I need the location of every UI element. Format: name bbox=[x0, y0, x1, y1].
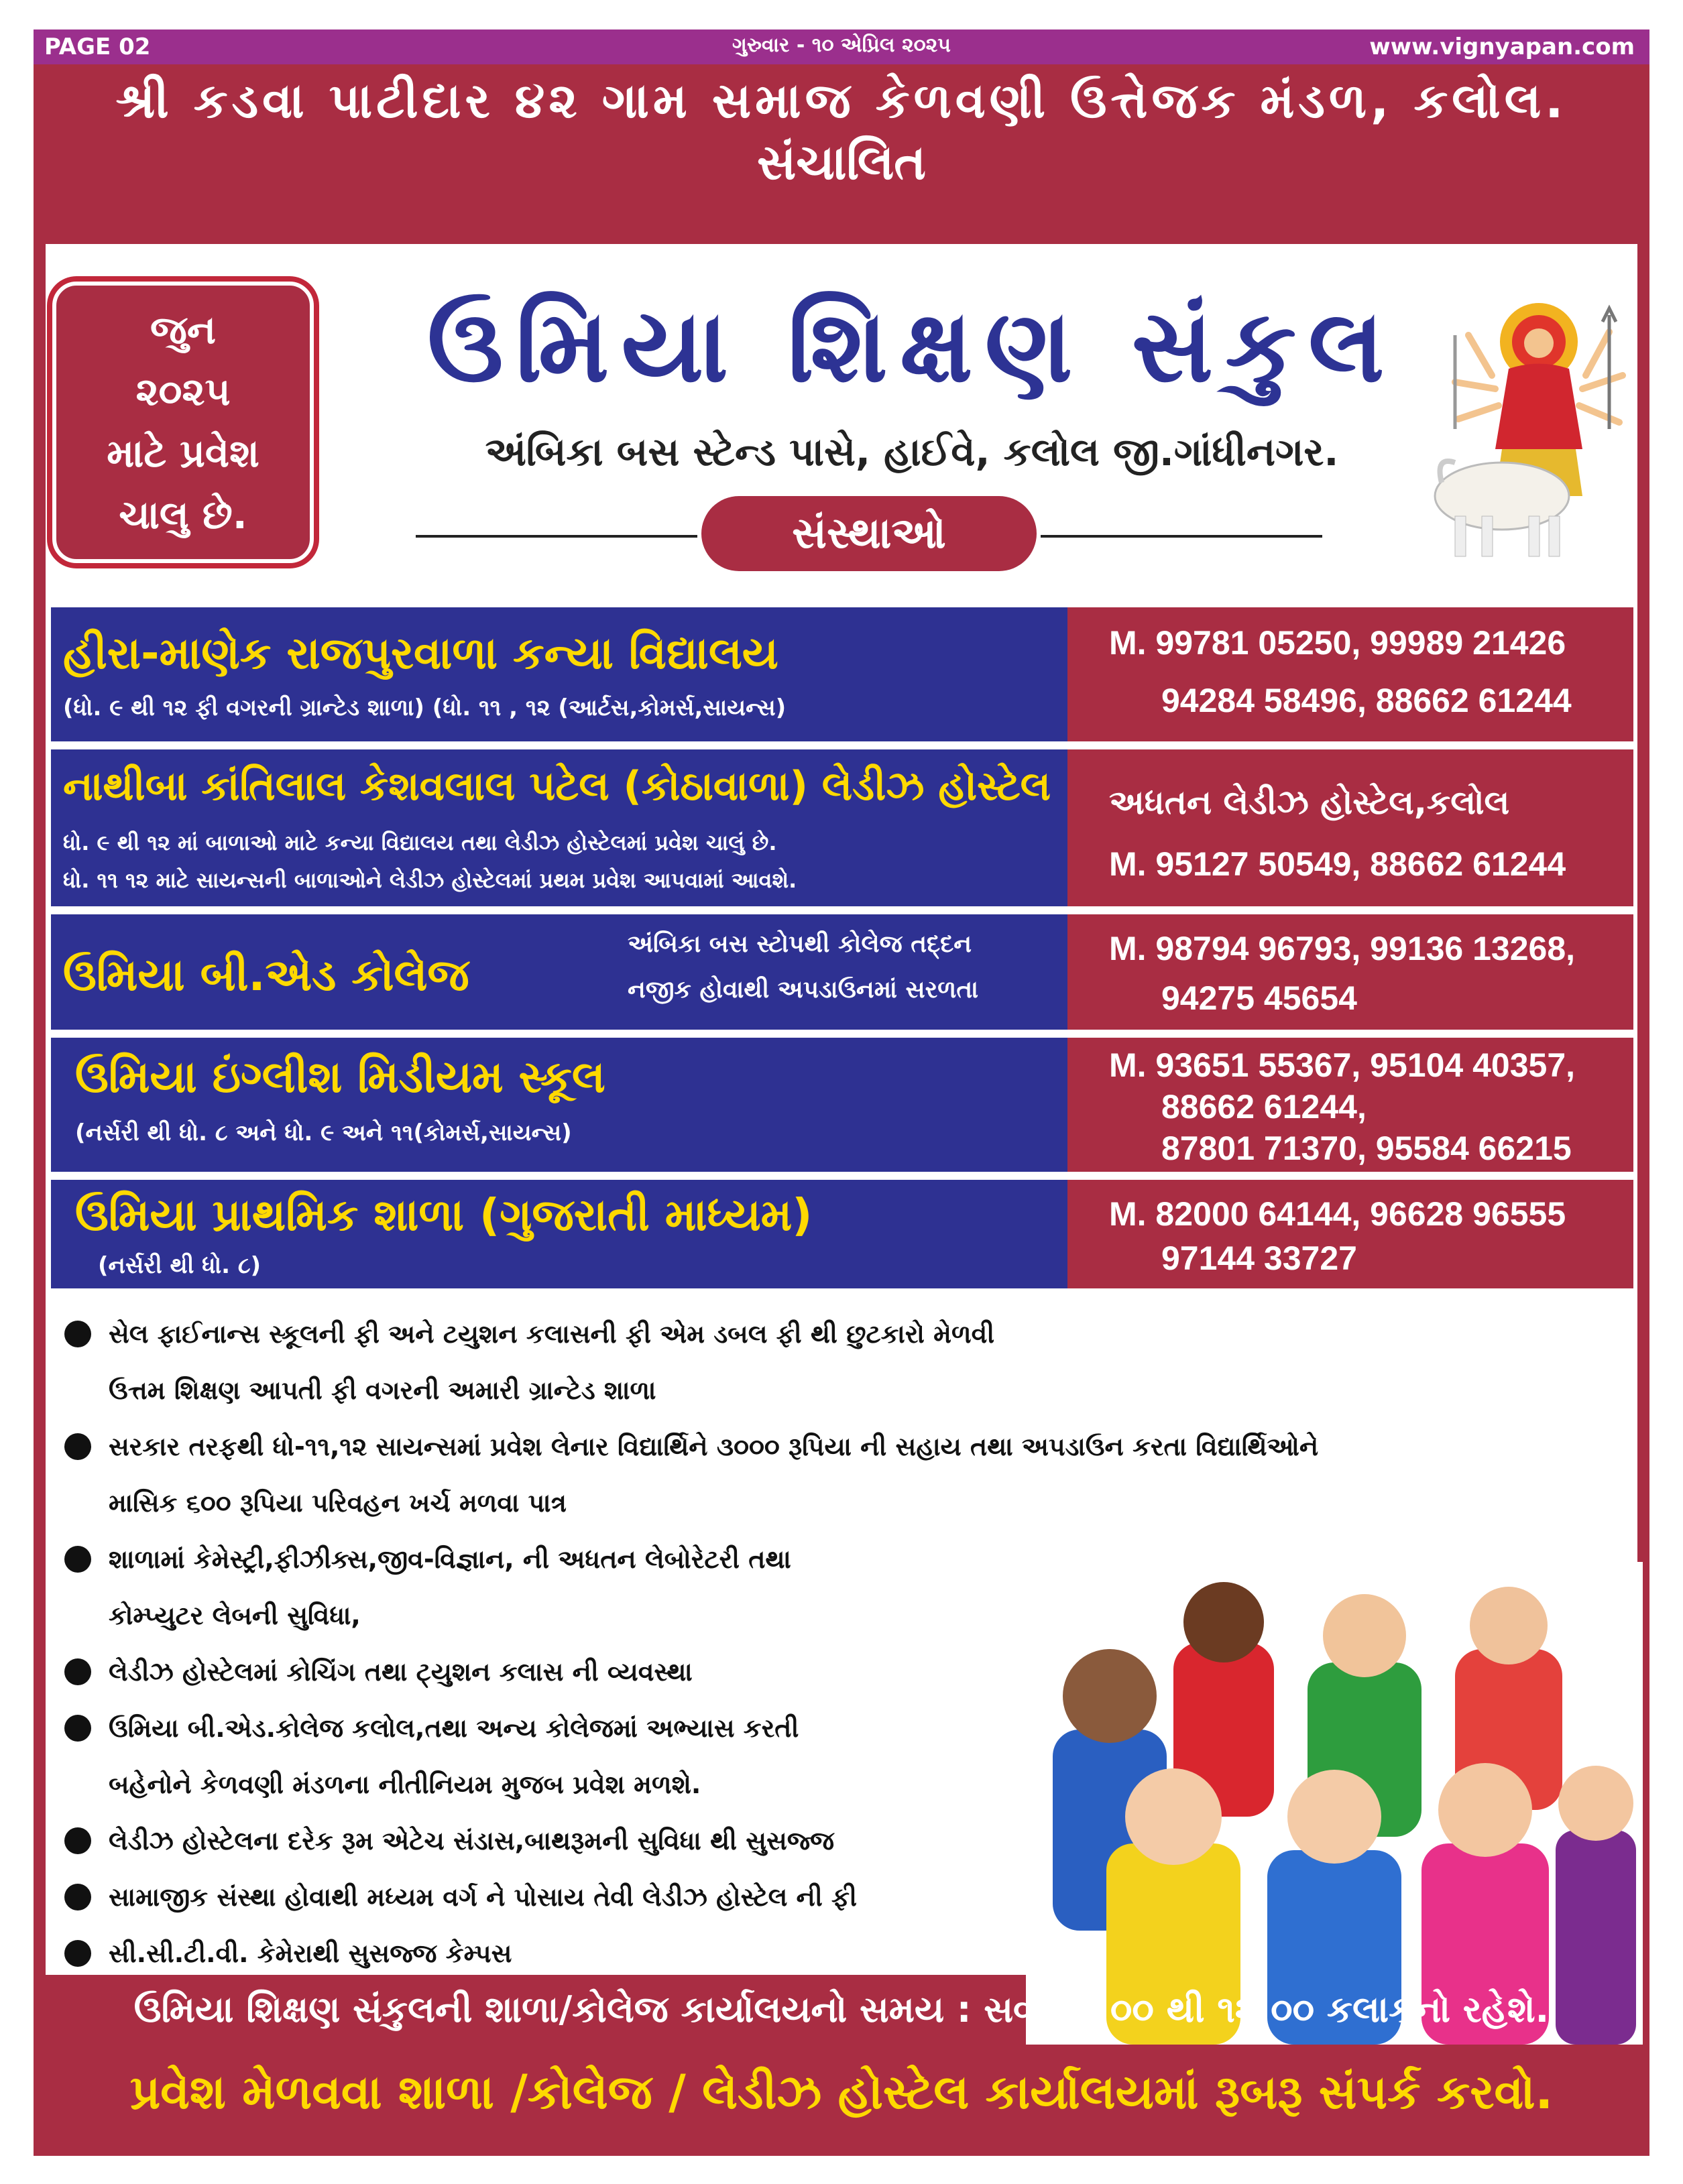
admission-open-badge bbox=[52, 282, 314, 563]
badge-line-3: માટે પ્રવેશ bbox=[107, 430, 259, 476]
institution-row-1 bbox=[51, 607, 1633, 741]
website-link[interactable]: www.vignyapan.com bbox=[1369, 34, 1635, 60]
list-item: સામાજીક સંસ્થા હોવાથી મધ્યમ વર્ગ ને પોસાય તેવી લેડીઝ હોસ્ટેલ ની ફી bbox=[64, 1869, 1540, 1925]
list-item: સેલ ફાઈનાન્સ સ્કૂલની ફી અને ટયુશન કલાસની ફી એમ ડબલ ફી થી છુટકારો મેળવી ઉત્તમ શિક્ષણ આપતી ફી વગરની અમારી ગ્રાન્ટેડ શાળા bbox=[64, 1306, 1540, 1418]
list-item: શાળામાં કેમેસ્ટ્રી,ફીઝીક્સ,જીવ-વિજ્ઞાન, ની અધતન લેબોરેટરી તથા કોમ્પ્યુટર લેબની સુવિધા, bbox=[64, 1531, 1540, 1644]
phone-numbers: 87801 71370, 95584 66215 bbox=[1161, 1130, 1572, 1167]
institution-name: ઉમિયા બી.એડ કોલેજ bbox=[63, 949, 469, 1001]
institution-detail: (ધો. ૯ થી ૧૨ ફી વગરની ગ્રાન્ટેડ શાળા) (ધો. ૧૧ , ૧૨ (આર્ટસ,કોમર્સ,સાયન્સ) bbox=[63, 694, 787, 721]
badge-line-1: જુન bbox=[150, 307, 217, 353]
institution-detail: ધો. ૧૧ ૧૨ માટે સાયન્સની બાળાઓને લેડીઝ હોસ્ટેલમાં પ્રથમ પ્રવેશ આપવામાં આવશે. bbox=[63, 867, 797, 893]
phone-numbers: 94275 45654 bbox=[1161, 979, 1357, 1017]
divider-right bbox=[1041, 535, 1322, 538]
institution-name: હીરા-માણેક રાજપુરવાળા કન્યા વિદ્યાલય bbox=[63, 627, 778, 679]
institution-row-5 bbox=[51, 1180, 1633, 1288]
phone-numbers: 97144 33727 bbox=[1161, 1239, 1357, 1277]
list-item: લેડીઝ હોસ્ટેલમાં કોચિંગ તથા ટ્યુશન કલાસ ની વ્યવસ્થા bbox=[64, 1644, 1540, 1700]
institution-detail: ધો. ૯ થી ૧૨ માં બાળાઓ માટે કન્યા વિદ્યાલય તથા લેડીઝ હોસ્ટેલમાં પ્રવેશ ચાલું છે. bbox=[63, 830, 777, 855]
institution-name: ઉમિયા ઇંગ્લીશ મિડીયમ સ્કૂલ bbox=[75, 1051, 605, 1103]
college-note: નજીક હોવાથી અપડાઉનમાં સરળતા bbox=[628, 976, 979, 1004]
phone-numbers: M. 82000 64144, 96628 96555 bbox=[1109, 1195, 1566, 1233]
list-item: સરકાર તરફથી ધો-૧૧,૧૨ સાયન્સમાં પ્રવેશ લેનાર વિદ્યાર્થિને ૩૦૦૦ રૂપિયા ની સહાય તથા અપડાઉન કરતા વિદ્યાર્થિઓને માસિક ૬૦૦ રૂપિયા પરિવહન ખર્ચ મળવા પાત્ર bbox=[64, 1418, 1540, 1531]
goddess-illustration bbox=[1428, 295, 1636, 563]
phone-numbers: M. 98794 96793, 99136 13268, bbox=[1109, 930, 1576, 967]
institution-row-3 bbox=[51, 914, 1633, 1030]
phone-numbers: M. 93651 55367, 95104 40357, bbox=[1109, 1046, 1576, 1084]
hostel-title: અધતન લેડીઝ હોસ્ટેલ,કલોલ bbox=[1109, 783, 1510, 822]
institution-detail: (નર્સરી થી ધો. ૮) bbox=[98, 1252, 262, 1279]
students-photo bbox=[1026, 1562, 1643, 2045]
issue-date: ગુરુવાર - ૧૦ એપ્રિલ ૨૦૨૫ bbox=[732, 34, 951, 57]
institution-detail: (નર્સરી થી ધો. ૮ અને ધો. ૯ અને ૧૧(કોમર્સ,સાયન્સ) bbox=[75, 1119, 572, 1146]
page-header-strip bbox=[34, 29, 1649, 64]
list-item: ઉમિયા બી.એડ.કોલેજ કલોલ,તથા અન્ય કોલેજમાં અભ્યાસ કરતી બહેનોને કેળવણી મંડળના નીતીનિયમ મુજબ પ્રવેશ મળશે. bbox=[64, 1700, 1540, 1813]
institution-name: નાથીબા કાંતિલાલ કેશવલાલ પટેલ (કોઠાવાળા) લેડીઝ હોસ્ટેલ bbox=[63, 763, 1051, 810]
institutions-heading: સંસ્થાઓ bbox=[701, 496, 1037, 571]
phone-numbers: 94284 58496, 88662 61244 bbox=[1161, 682, 1572, 719]
organization-subtitle: સંચાલિત bbox=[756, 134, 926, 190]
institution-row-2 bbox=[51, 749, 1633, 906]
organization-name: શ્રી કડવા પાટીદાર ૪૨ ગામ સમાજ કેળવણી ઉત્તેજક મંડળ, કલોલ. bbox=[115, 72, 1568, 129]
phone-numbers: M. 95127 50549, 88662 61244 bbox=[1109, 845, 1566, 883]
campus-title: ઉમિયા શિક્ષણ સંકુલ bbox=[427, 288, 1397, 405]
campus-address: અંબિકા બસ સ્ટેન્ડ પાસે, હાઈવે, કલોલ જી.ગાંધીનગર. bbox=[485, 429, 1339, 475]
phone-numbers: 88662 61244, bbox=[1161, 1088, 1367, 1126]
college-note: અંબિકા બસ સ્ટોપથી કોલેજ તદ્દન bbox=[628, 930, 972, 958]
page-number: PAGE 02 bbox=[44, 34, 151, 60]
institution-name: ઉમિયા પ્રાથમિક શાળા (ગુજરાતી માધ્યમ) bbox=[75, 1189, 813, 1241]
list-item: લેડીઝ હોસ્ટેલના દરેક રૂમ એટેચ સંડાસ,બાથરૂમની સુવિધા થી સુસજ્જ bbox=[64, 1813, 1540, 1869]
badge-line-2: ૨૦૨૫ bbox=[135, 369, 231, 414]
phone-numbers: M. 99781 05250, 99989 21426 bbox=[1109, 624, 1566, 662]
badge-line-4: ચાલુ છે. bbox=[119, 492, 247, 538]
contact-instruction: પ્રવેશ મેળવવા શાળા /કોલેજ / લેડીઝ હોસ્ટેલ કાર્યાલયમાં રૂબરૂ સંપર્ક કરવો. bbox=[129, 2065, 1554, 2120]
divider-left bbox=[416, 535, 697, 538]
office-hours: ઉમિયા શિક્ષણ સંકુલની શાળા/કોલેજ કાર્યાલયનો સમય : સવારે ૮:૦૦ થી ૧૨:૦૦ કલાકનો રહેશે. bbox=[133, 1988, 1550, 2030]
list-item: સી.સી.ટી.વી. કેમેરાથી સુસજ્જ કેમ્પસ bbox=[64, 1925, 1540, 1982]
institution-row-4 bbox=[51, 1038, 1633, 1172]
